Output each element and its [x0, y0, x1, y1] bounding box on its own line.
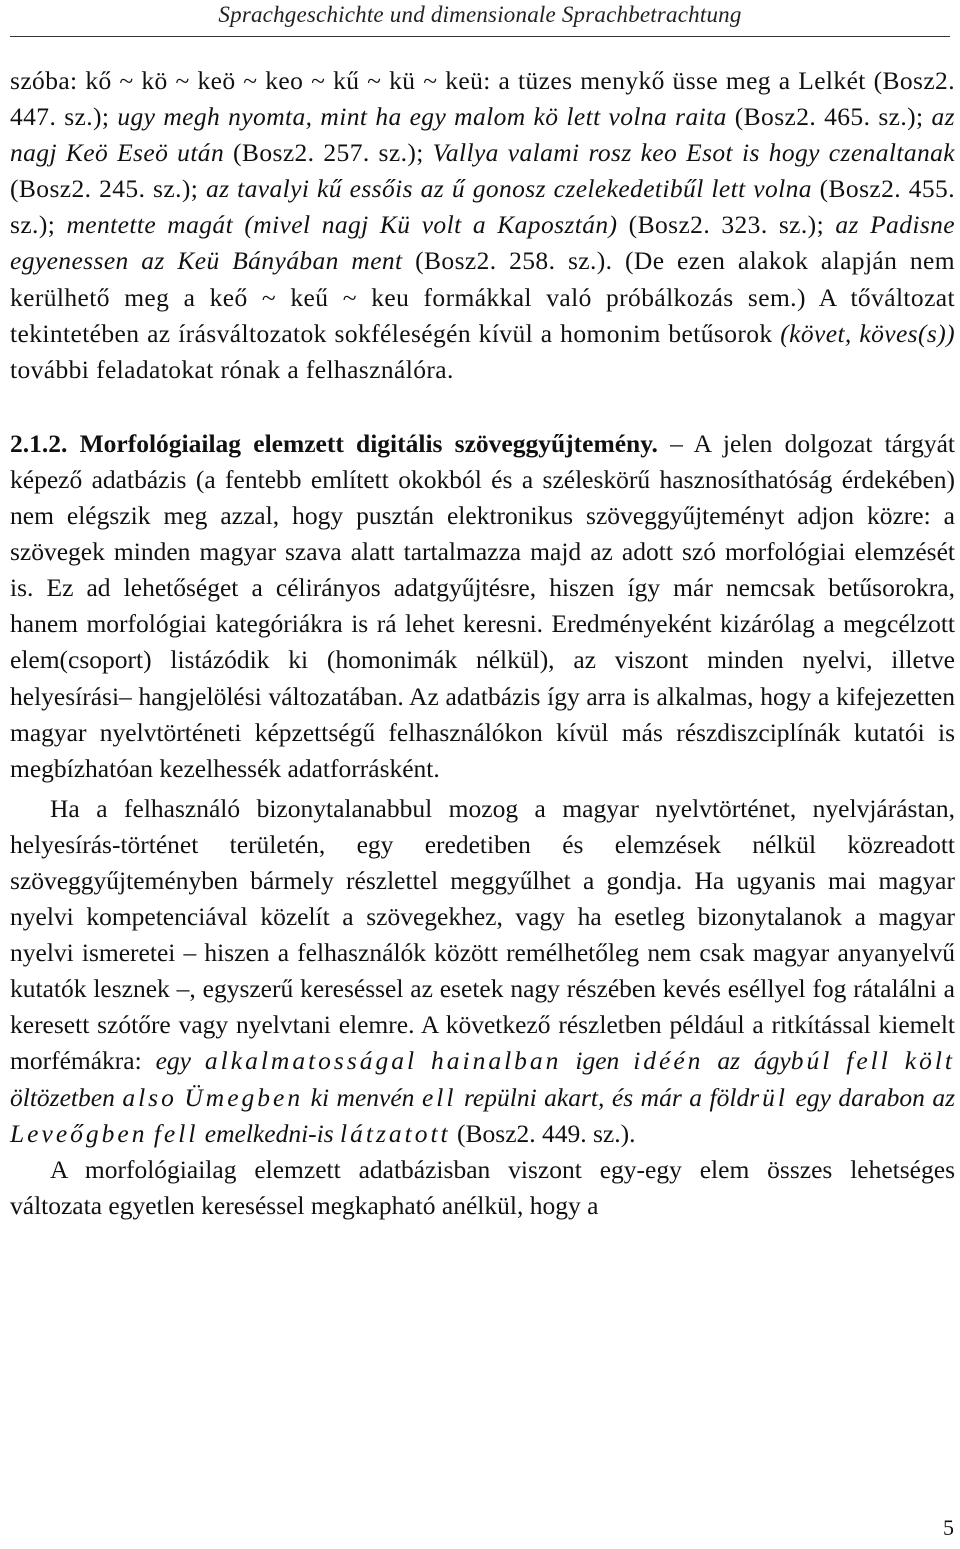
paragraph-user-uncertainty: Ha a felhasználó bizonytalanabbul mozog a magyar nyelvtörténet, nyelvjárástan, helyesírás-történet területén, egy eredetiben és elemzések nélkül közreadott szöveggyűjteményben bármely részlettel meggyűlhet a gondja. Ha ugyanis mai magyar nyelvi kompetenciával közelít a szövegekhez, vagy ha esetleg bizonytalanok a magyar nyelvi ismeretei – hiszen a felhasználók között remélhetőleg nem csak magyar anyanyelvű kutatók lesznek –, egyszerű kereséssel az esetek nagy részében kevés eséllyel fog rátalálni a keresett szótőre vagy nyelvtani elemre. A következő részletben például a ritkítással kiemelt morfémákra: egy alkalmatosságal hainalban igen idéén az ágybúl fell költ öltözetben also Ümegben ki menvén ell repülni akart, és már a földrül egy darabon az Leveőgben fell emelkedni-is látzatott (Bosz2. 449. sz.).	[10, 793, 956, 1148]
header-divider	[10, 36, 950, 37]
page-body	[10, 63, 955, 1224]
page-number: 5	[943, 1515, 954, 1540]
section-heading: 2.1.2. Morfológiailag elemzett digitális szöveggyűjtemény.	[10, 428, 658, 458]
running-header-title: Sprachgeschichte und dimensionale Sprachbetrachtung	[218, 2, 742, 27]
paragraph-morphological-db: A morfológiailag elemzett adatbázisban viszont egy-egy elem összes lehetséges változata egyetlen kereséssel megkapható anélkül, hogy a	[10, 1154, 955, 1220]
paragraph-examples: szóba: kő ~ kö ~ keö ~ keo ~ kű ~ kü ~ keü: a tüzes menykő üsse meg a Lelkét (Bosz2. 447. sz.); ugy megh nyomta, mint ha egy malom kö lett volna raita (Bosz2. 465. sz.); az nagj Keö Eseö után (Bosz2. 257. sz.); Vallya valami rosz keo Esot is hogy czenaltanak (Bosz2. 245. sz.); az tavalyi kű essőis az ű gonosz czelekedetibűl lett volna (Bosz2. 455. sz.); mentette magát (mivel nagj Kü volt a Kaposztán) (Bosz2. 323. sz.); az Padisne egyenessen az Keü Bányában ment (Bosz2. 258. sz.). (De ezen alakok alapján nem kerülhető meg a keő ~ keű ~ keu formákkal való próbálkozás sem.) A tőváltozat tekintetében az írásváltozatok sokféleségén kívül a homonim betűsorok (követ, köves(s)) további feladatokat rónak a felhasználóra.	[10, 66, 956, 384]
paragraph-gap	[10, 388, 955, 426]
running-header	[0, 0, 960, 40]
section-paragraph: 2.1.2. Morfológiailag elemzett digitális szöveggyűjtemény. – A jelen dolgozat tárgyát képező adatbázis (a fentebb említett okokból és a széleskörű hasznosíthatóság érdekében) nem elégszik meg azzal, hogy pusztán elektronikus szöveggyűjteményt adjon közre: a szövegek minden magyar szava alatt tartalmazza majd az adott szó morfológiai elemzését is. Ez ad lehetőséget a célirányos adatgyűjtésre, hiszen így már nemcsak betűsorokra, hanem morfológiai kategóriákra is rá lehet keresni. Eredményeként kizárólag a megcélzott elem(csoport) listázódik ki (homonimák nélkül), az viszont minden nyelvi, illetve helyesírási– hangjelölési változatában. Az adatbázis így arra is alkalmas, hogy a kifejezetten magyar nyelvtörténeti képzettségű felhasználókon kívül más részdiszciplínák kutatói is megbízhatóan kezelhessék adatforrásként.	[10, 428, 955, 783]
